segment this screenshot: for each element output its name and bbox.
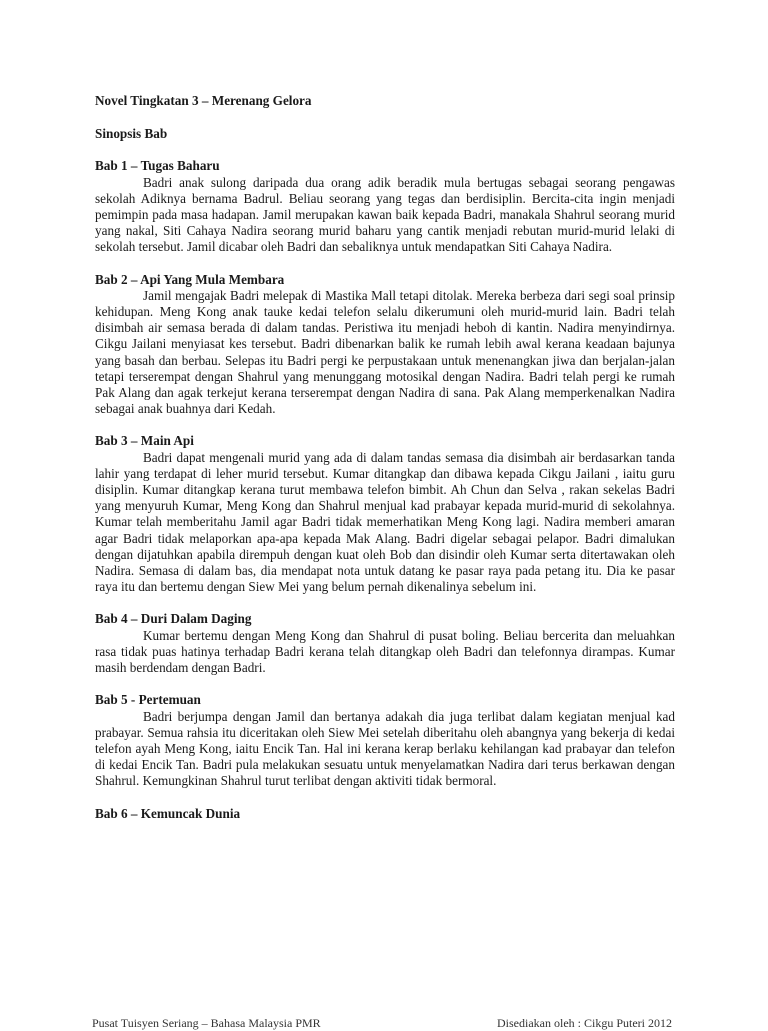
chapter-heading: Bab 3 – Main Api bbox=[95, 433, 194, 449]
chapter-4 bbox=[95, 611, 675, 676]
document-title: Novel Tingkatan 3 – Merenang Gelora bbox=[95, 93, 312, 108]
chapter-5 bbox=[95, 692, 675, 789]
chapter-heading: Bab 6 – Kemuncak Dunia bbox=[95, 805, 241, 821]
chapter-synopsis: Badri dapat mengenali murid yang ada di dalam tandas semasa dia disimbah air berdasarkan tanda lahir yang terdapat di leher murid tersebut. Kumar ditangkap dan dibawa kepada Cikgu Jailani , iaitu guru disiplin. Kumar ditangkap kerana turut membawa telefon bimbit. Ah Chun dan Selva , rakan sekelas Badri yang menyuruh Kumar, Meng Kong dan Shahrul menjual kad prabayar kepada murid-murid di sekolahnya. Kumar telah memberitahu Jamil agar Badri tidak memerhatikan Meng Kong lagi. Nadira memberi amaran agar Badri tidak melaporkan apa-apa kepada Mak Alang. Badri digelar sebagai pelapor. Badri dimalukan dengan dijatuhkan apabila dirempuh dengan kuat oleh Bob dan disindir oleh Kumar serta ditertawakan oleh Nadira. Semasa di dalam bas, dia mendapat nota untuk datang ke pasar raya pada petang itu. Dia ke pasar raya itu dan bertemu dengan Siew Mei yang belum pernah dikenalinya sebelum ini. bbox=[95, 449, 675, 595]
chapter-heading: Bab 5 - Pertemuan bbox=[95, 692, 201, 708]
chapter-heading: Bab 2 – Api Yang Mula Membara bbox=[95, 271, 285, 287]
chapter-heading: Bab 1 – Tugas Baharu bbox=[95, 158, 220, 174]
chapter-synopsis: Badri berjumpa dengan Jamil dan bertanya adakah dia juga terlibat dalam kegiatan menjual kad prabayar. Semua rahsia itu diceritakan oleh Siew Mei setelah diberitahu oleh abangnya yang bekerja di kedai telefon ayah Meng Kong, iaitu Encik Tan. Hal ini kerana kerap berlaku kehilangan kad prabayar dan telefon di kedai Encik Tan. Badri pula melakukan sesuatu untuk menyelamatkan Nadira dari terus berkawan dengan Shahrul. Kemungkinan Shahrul turut terlibat dengan aktiviti tidak bermoral. bbox=[95, 708, 675, 789]
footer-right-text: Disediakan oleh : Cikgu Puteri 2012 bbox=[497, 1016, 672, 1030]
chapter-3 bbox=[95, 433, 675, 595]
chapter-synopsis: Kumar bertemu dengan Meng Kong dan Shahrul di pusat boling. Beliau bercerita dan meluahkan rasa tidak puas hatinya terhadap Badri kerana telah ditangkap oleh Badri dan telefonnya dirampas. Kumar masih berdendam dengan Badri. bbox=[95, 627, 675, 676]
chapter-synopsis: Jamil mengajak Badri melepak di Mastika Mall tetapi ditolak. Mereka berbeza dari segi soal prinsip kehidupan. Meng Kong anak tauke kedai telefon selalu dikerumuni oleh murid-murid lain. Badri telah disimbah air semasa berada di dalam tandas. Peristiwa itu menjadi heboh di kantin. Nadira menyindirnya. Cikgu Jailani menyiasat kes tersebut. Badri dibenarkan balik ke rumah lebih awal kerana keadaan bajunya yang basah dan berbau. Selepas itu Badri pergi ke perpustakaan untuk menenangkan jiwa dan berjalan-jalan tetapi terserempat dengan Shahrul yang menunggang motosikal dengan Nadira. Badri telah pergi ke rumah Pak Alang dan agak terkejut kerana terserempat dengan Nadira di sana. Pak Alang memperkenalkan Nadira sebagai anak buahnya dari Kedah. bbox=[95, 287, 675, 417]
chapter-2 bbox=[95, 272, 675, 418]
chapter-heading: Bab 4 – Duri Dalam Daging bbox=[95, 611, 252, 627]
chapter-1 bbox=[95, 158, 675, 255]
section-title: Sinopsis Bab bbox=[95, 126, 168, 142]
chapter-6 bbox=[95, 806, 675, 822]
chapter-synopsis: Badri anak sulong daripada dua orang adik beradik mula bertugas sebagai seorang pengawas sekolah Adiknya bernama Badrul. Beliau seorang yang tegas dan berdisiplin. Bercita-cita ingin menjadi pemimpin pada masa hadapan. Jamil merupakan kawan baik kepada Badri, manakala Shahrul seorang murid yang nakal, Siti Cahaya Nadira seorang murid baharu yang cantik menjadi rebutan murid-murid lelaki di sekolah tersebut. Jamil dicabar oleh Badri dan sebaliknya untuk mendapatkan Siti Cahaya Nadira. bbox=[95, 174, 675, 255]
footer-left-text: Pusat Tuisyen Seriang – Bahasa Malaysia PMR bbox=[92, 1016, 321, 1030]
document-page bbox=[95, 93, 675, 822]
